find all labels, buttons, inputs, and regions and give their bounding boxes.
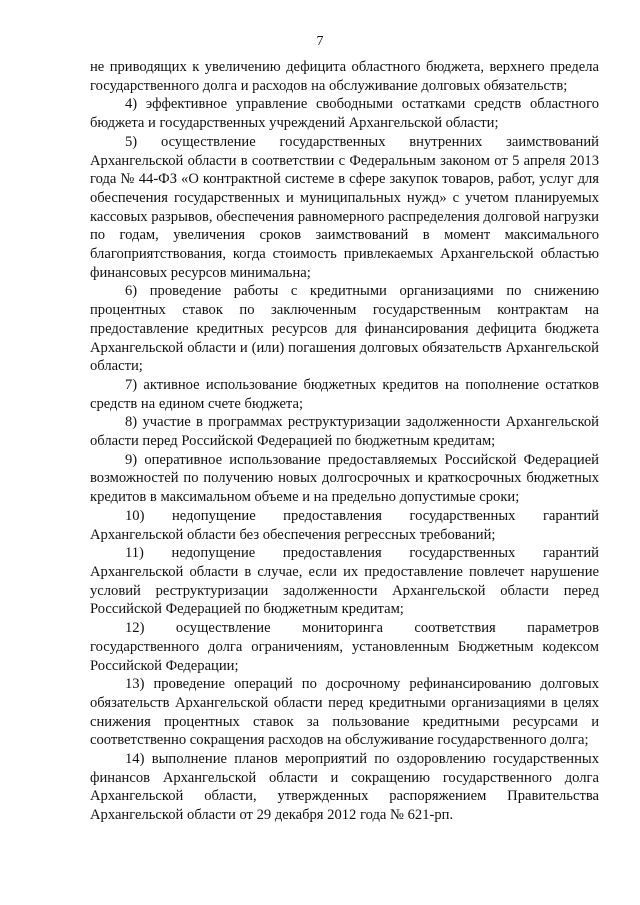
paragraph-continuation: не приводящих к увеличению дефицита областного бюджета, верхнего предела государственного долга и расходов на обслуживание долговых обязательств; [90, 59, 599, 94]
document-body [90, 58, 599, 825]
list-item-13: 13) проведение операций по досрочному рефинансированию долговых обязательств Архангельской области перед кредитными организациями в целях снижения процентных ставок за пользование кредитными ресурсами и соответственно сокращения расходов на обслуживание государственного долга; [90, 676, 599, 749]
list-item-10: 10) недопущение предоставления государственных гарантий Архангельской области без обеспечения регрессных требований; [90, 507, 599, 543]
page-number: 7 [316, 34, 324, 49]
list-item-4: 4) эффективное управление свободными остатками средств областного бюджета и государственных учреждений Архангельской области; [90, 96, 599, 132]
list-item-6: 6) проведение работы с кредитными организациями по снижению процентных ставок по заключенным государственным контрактам на предоставление кредитных ресурсов для финансирования дефицита бюджета Архангельской области и (или) погашения долговых обязательств Архангельской области; [90, 283, 599, 375]
list-item-11: 11) недопущение предоставления государственных гарантий Архангельской области в случае, если их предоставление повлечет нарушение условий реструктуризации задолженности Архангельской области перед Российской Федерацией по бюджетным кредитам; [90, 545, 599, 618]
list-item-8: 8) участие в программах реструктуризации задолженности Архангельской области перед Российской Федерацией по бюджетным кредитам; [90, 414, 599, 450]
list-item-14: 14) выполнение планов мероприятий по оздоровлению государственных финансов Архангельской области и сокращению государственного долга Архангельской области, утвержденных распоряжением Правительства Архангельской области от 29 декабря 2012 года № 621-рп. [90, 751, 599, 824]
list-item-9: 9) оперативное использование предоставляемых Российской Федерацией возможностей по получению новых долгосрочных и краткосрочных бюджетных кредитов в максимальном объеме и на предельно допустимые сроки; [90, 451, 599, 506]
list-item-5: 5) осуществление государственных внутренних заимствований Архангельской области в соответствии с Федеральным законом от 5 апреля 2013 года № 44-ФЗ «О контрактной системе в сфере закупок товаров, работ, услуг для обеспечения государственных и муниципальных нужд» с учетом планируемых кассовых разрывов, обеспечения равномерного распределения долговой нагрузки по годам, увеличения сроков заимствований в момент максимального благоприятствования, когда стоимость привлекаемых Архангельской областью финансовых ресурсов минимальна; [90, 133, 599, 281]
list-item-7: 7) активное использование бюджетных кредитов на пополнение остатков средств на едином счете бюджета; [90, 376, 599, 412]
list-item-12: 12) осуществление мониторинга соответствия параметров государственного долга ограничениям, установленным Бюджетным кодексом Российской Федерации; [90, 620, 599, 674]
